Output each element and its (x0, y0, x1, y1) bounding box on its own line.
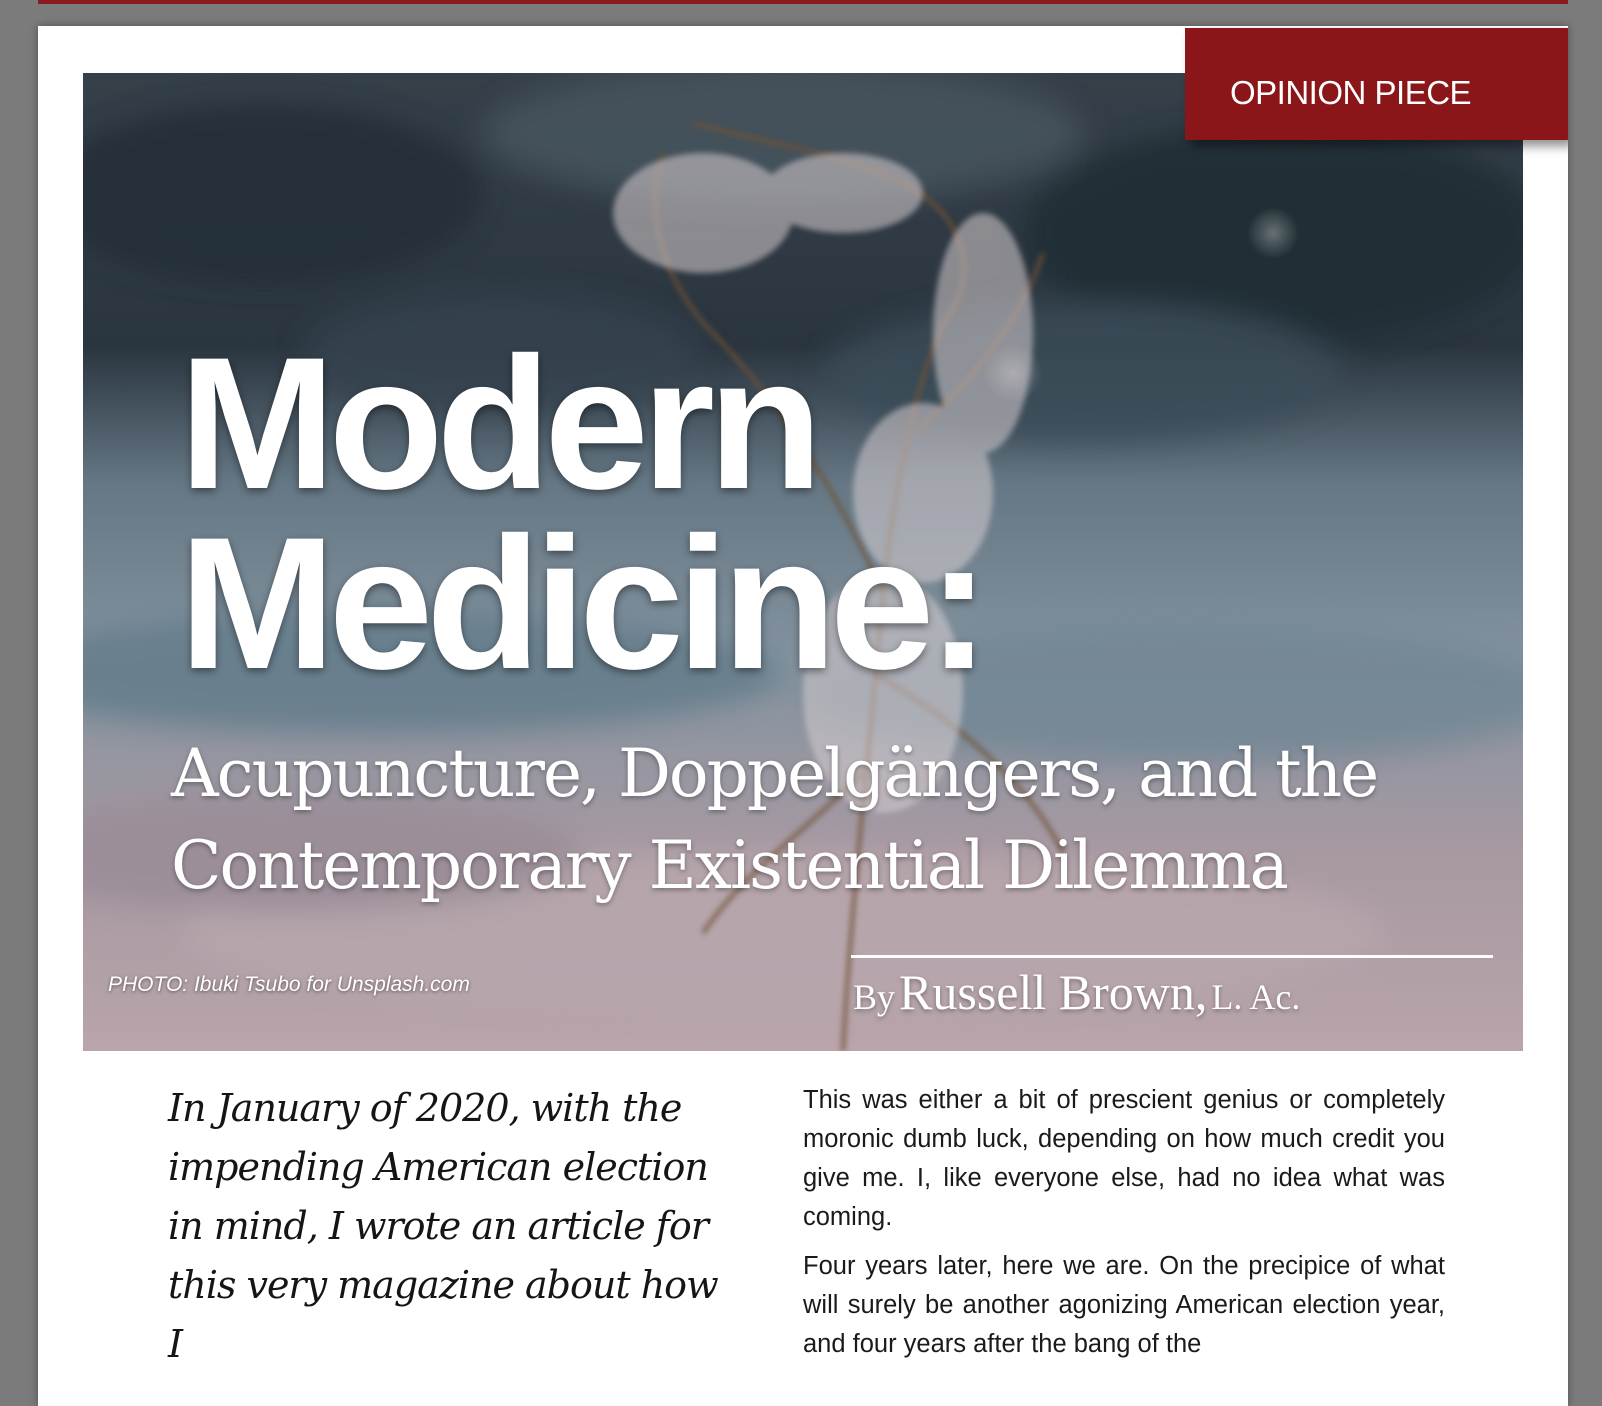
byline (853, 963, 1300, 1021)
body-paragraph-2: Four years later, here we are. On the precipice of what will surely be another agonizing American election year, and four years after the bang of the (803, 1252, 1445, 1358)
author-credential: L. Ac. (1211, 977, 1301, 1017)
top-accent-strip (38, 0, 1568, 4)
badge-label: OPINION PIECE (1230, 74, 1472, 111)
author-name: Russell Brown, (899, 964, 1208, 1020)
hero-photo (83, 73, 1523, 1051)
opinion-piece-badge (1185, 28, 1568, 140)
magazine-page (38, 26, 1568, 1406)
byline-rule (851, 955, 1493, 958)
lede-paragraph: In January of 2020, with the impending American election in mind, I wrote an article for this very magazine about how I (168, 1086, 718, 1366)
headline (179, 318, 984, 708)
body-column (803, 1081, 1445, 1374)
byline-prefix: By (853, 977, 896, 1017)
subtitle: Acupuncture, Doppelgängers, and the Contemporary Existential Dilemma (171, 735, 1378, 904)
body-paragraph-1: This was either a bit of prescient genius or completely moronic dumb luck, depending on how much credit you give me. I, like everyone else, had no idea what was coming. (803, 1086, 1445, 1231)
headline-line-2: Medicine: (179, 498, 984, 708)
photo-credit: PHOTO: Ibuki Tsubo for Unsplash.com (108, 973, 470, 996)
headline-line-1: Modern (179, 318, 816, 528)
